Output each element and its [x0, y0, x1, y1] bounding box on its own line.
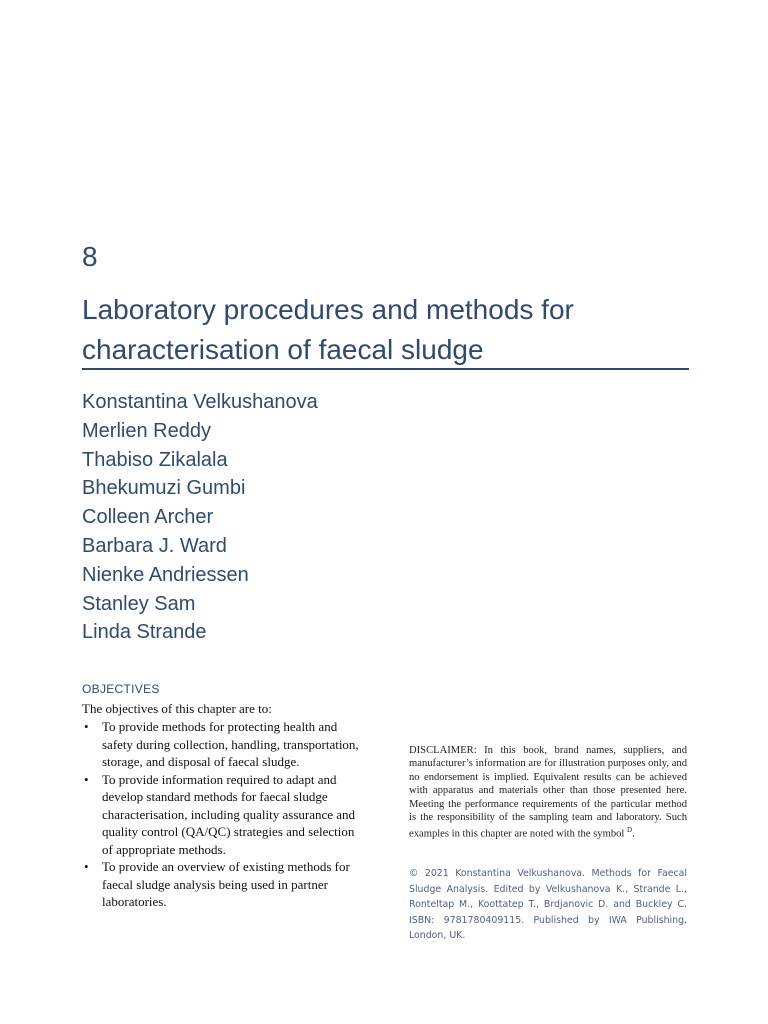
author-name: Thabiso Zikalala: [82, 448, 228, 471]
bullet-icon: •: [84, 719, 89, 734]
objectives-intro: The objectives of this chapter are to:: [82, 701, 272, 716]
author-name: Colleen Archer: [82, 506, 214, 529]
bullet-icon: •: [84, 859, 89, 874]
symbol-d-icon: D: [627, 826, 633, 835]
objective-item: [82, 718, 362, 771]
title-divider: [82, 368, 689, 370]
objective-item: [82, 858, 362, 911]
author-name: Merlien Reddy: [82, 419, 211, 442]
objective-text: To provide information required to adapt and develop standard methods for faecal sludge characterisation, including quality assurance and quality control (QA/QC) strategies and selection of appropriate methods.: [102, 771, 356, 857]
objectives-list: [82, 718, 362, 911]
objective-item: [82, 771, 362, 859]
objectives-heading: OBJECTIVES: [82, 682, 160, 696]
chapter-number: 8: [82, 241, 98, 272]
disclaimer-text: DISCLAIMER: In this book, brand names, suppliers, and manufacturer’s information are for illustration purposes only, and no endorsement is implied. Equivalent results can be achieved with apparatus and materials other than those presented here. Meeting the performance requirements of the particular method is the responsibility of the sampling team and laboratory. Such examples in this chapter are noted with the symbol: [409, 745, 687, 840]
author-name: Barbara J. Ward: [82, 534, 227, 557]
copyright-notice: © 2021 Konstantina Velkushanova. Methods for Faecal Sludge Analysis. Edited by Velkushanova K., Strande L., Ronteltap M., Koottatep T., Brdjanovic D. and Buckley C. ISBN: 9781780409115. Published by IWA Publishing, London, UK.: [409, 868, 687, 941]
objective-text: To provide methods for protecting health and safety during collection, handling, transportation, storage, and disposal of faecal sludge.: [102, 719, 359, 769]
author-name: Konstantina Velkushanova: [82, 391, 318, 413]
author-list: [82, 388, 318, 647]
objective-text: To provide an overview of existing methods for faecal sludge analysis being used in partner laboratories.: [102, 859, 350, 909]
author-name: Linda Strande: [82, 621, 207, 644]
bullet-icon: •: [84, 771, 89, 787]
disclaimer: [409, 744, 687, 841]
author-name: Nienke Andriessen: [82, 563, 249, 586]
chapter-title: Laboratory procedures and methods for characterisation of faecal sludge: [82, 294, 574, 365]
author-name: Bhekumuzi Gumbi: [82, 477, 246, 500]
author-name: Stanley Sam: [82, 592, 196, 615]
disclaimer-end: .: [632, 828, 635, 840]
